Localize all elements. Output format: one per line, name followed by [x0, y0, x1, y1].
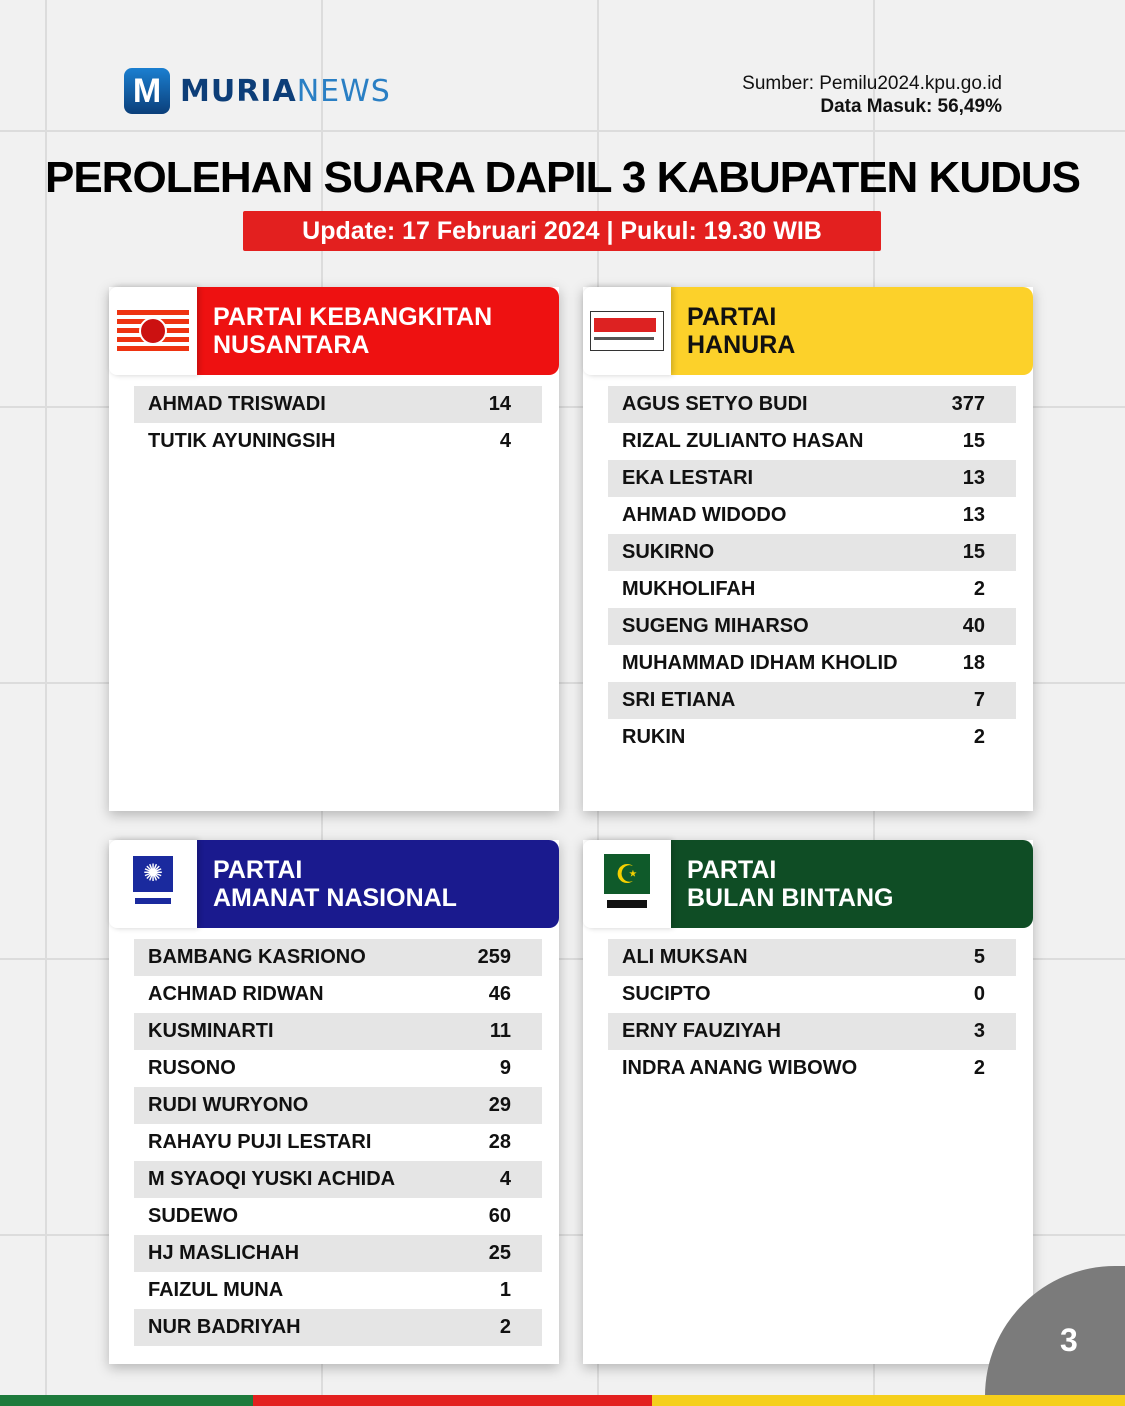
party-card	[109, 840, 559, 1364]
candidate-votes: 18	[962, 652, 985, 674]
candidate-name: M SYAOQI YUSKI ACHIDA	[148, 1168, 396, 1190]
candidate-votes: 377	[951, 393, 985, 415]
update-banner: Update: 17 Februari 2024 | Pukul: 19.30 WIB	[243, 211, 881, 251]
candidate-list	[583, 375, 1033, 756]
candidate-votes: 2	[499, 1316, 511, 1338]
candidate-votes: 4	[499, 1168, 511, 1190]
candidate-row	[134, 423, 542, 460]
candidate-row	[608, 976, 1016, 1013]
page-title: PEROLEHAN SUARA DAPIL 3 KABUPATEN KUDUS	[44, 153, 1080, 202]
candidate-row	[608, 460, 1016, 497]
candidate-list	[109, 928, 559, 1346]
party-card	[583, 287, 1033, 811]
candidate-name: FAIZUL MUNA	[148, 1279, 284, 1301]
candidate-row	[608, 1050, 1016, 1087]
candidate-votes: 60	[488, 1205, 511, 1227]
candidate-name: ERNY FAUZIYAH	[622, 1020, 781, 1042]
party-header	[109, 287, 559, 375]
candidate-row	[608, 534, 1016, 571]
candidate-votes: 0	[973, 983, 985, 1005]
candidate-row	[608, 719, 1016, 756]
candidate-row	[134, 976, 542, 1013]
candidate-name: RUKIN	[622, 726, 686, 748]
candidate-votes: 46	[488, 983, 511, 1005]
candidate-votes: 15	[962, 430, 985, 452]
party-card	[109, 287, 559, 811]
candidate-list	[583, 928, 1033, 1087]
candidate-row	[134, 1050, 542, 1087]
candidate-votes: 7	[973, 689, 985, 711]
candidate-row	[134, 1124, 542, 1161]
party-header	[583, 287, 1033, 375]
candidate-row	[134, 1087, 542, 1124]
candidate-row	[608, 1013, 1016, 1050]
candidate-name: SUGENG MIHARSO	[622, 615, 809, 637]
candidate-name: BAMBANG KASRIONO	[148, 946, 366, 968]
candidate-votes: 1	[499, 1279, 511, 1301]
candidate-row	[134, 1198, 542, 1235]
party-name: PARTAI HANURA	[671, 287, 1033, 375]
party-logo	[109, 287, 197, 375]
party-name: PARTAI AMANAT NASIONAL	[197, 840, 559, 928]
party-card	[583, 840, 1033, 1364]
logo-text: MURIANEWS	[180, 73, 391, 109]
candidate-votes: 2	[973, 726, 985, 748]
muria-news-logo	[124, 68, 391, 114]
candidate-votes: 15	[962, 541, 985, 563]
candidate-row	[134, 1272, 542, 1309]
candidate-votes: 29	[488, 1094, 511, 1116]
party-header	[109, 840, 559, 928]
source-line: Sumber: Pemilu2024.kpu.go.id	[742, 73, 1002, 94]
candidate-votes: 3	[973, 1020, 985, 1042]
candidate-votes: 40	[962, 615, 985, 637]
candidate-name: MUHAMMAD IDHAM KHOLID	[622, 652, 898, 674]
candidate-votes: 2	[973, 1057, 985, 1079]
candidate-row	[134, 386, 542, 423]
candidate-row	[608, 423, 1016, 460]
candidate-list	[109, 375, 559, 460]
candidate-row	[608, 386, 1016, 423]
candidate-name: RIZAL ZULIANTO HASAN	[622, 430, 864, 452]
footer-bar-red	[253, 1395, 652, 1406]
party-logo: ☪	[583, 840, 671, 928]
candidate-name: TUTIK AYUNINGSIH	[148, 430, 336, 452]
candidate-row	[608, 608, 1016, 645]
candidate-votes: 2	[973, 578, 985, 600]
candidate-name: SUCIPTO	[622, 983, 711, 1005]
candidate-name: SUDEWO	[148, 1205, 238, 1227]
candidate-row	[608, 571, 1016, 608]
candidate-votes: 259	[477, 946, 511, 968]
candidate-votes: 11	[489, 1020, 511, 1042]
candidate-name: ACHMAD RIDWAN	[148, 983, 324, 1005]
candidate-votes: 14	[488, 393, 511, 415]
candidate-name: AGUS SETYO BUDI	[622, 393, 808, 415]
candidate-name: SRI ETIANA	[622, 689, 736, 711]
candidate-row	[608, 645, 1016, 682]
candidate-name: HJ MASLICHAH	[148, 1242, 300, 1264]
candidate-row	[134, 1013, 542, 1050]
party-logo	[583, 287, 671, 375]
party-header	[583, 840, 1033, 928]
logo-mark: M	[124, 68, 170, 114]
candidate-name: EKA LESTARI	[622, 467, 754, 489]
candidate-votes: 9	[499, 1057, 511, 1079]
candidate-name: SUKIRNO	[622, 541, 715, 563]
candidate-votes: 25	[488, 1242, 511, 1264]
candidate-votes: 5	[973, 946, 985, 968]
candidate-name: AHMAD WIDODO	[622, 504, 787, 526]
footer-bar-yellow	[652, 1395, 1125, 1406]
candidate-name: RUSONO	[148, 1057, 236, 1079]
candidate-name: INDRA ANANG WIBOWO	[622, 1057, 858, 1079]
candidate-name: RAHAYU PUJI LESTARI	[148, 1131, 372, 1153]
candidate-votes: 4	[499, 430, 511, 452]
candidate-row	[608, 682, 1016, 719]
candidate-name: ALI MUKSAN	[622, 946, 748, 968]
candidate-row	[608, 939, 1016, 976]
candidate-votes: 13	[962, 467, 985, 489]
party-name: PARTAI BULAN BINTANG	[671, 840, 1033, 928]
candidate-row	[134, 1235, 542, 1272]
candidate-votes: 28	[488, 1131, 511, 1153]
candidate-votes: 13	[962, 504, 985, 526]
candidate-name: AHMAD TRISWADI	[148, 393, 326, 415]
source-info	[742, 72, 1002, 118]
candidate-row	[134, 1309, 542, 1346]
candidate-name: KUSMINARTI	[148, 1020, 274, 1042]
page-number: 3	[1060, 1322, 1078, 1358]
candidate-row	[608, 497, 1016, 534]
data-masuk: Data Masuk: 56,49%	[820, 96, 1002, 117]
candidate-name: RUDI WURYONO	[148, 1094, 309, 1116]
footer-bar-green	[0, 1395, 253, 1406]
party-name: PARTAI KEBANGKITAN NUSANTARA	[197, 287, 559, 375]
candidate-row	[134, 1161, 542, 1198]
candidate-name: MUKHOLIFAH	[622, 578, 756, 600]
candidate-row	[134, 939, 542, 976]
party-logo: ✺	[109, 840, 197, 928]
candidate-name: NUR BADRIYAH	[148, 1316, 301, 1338]
